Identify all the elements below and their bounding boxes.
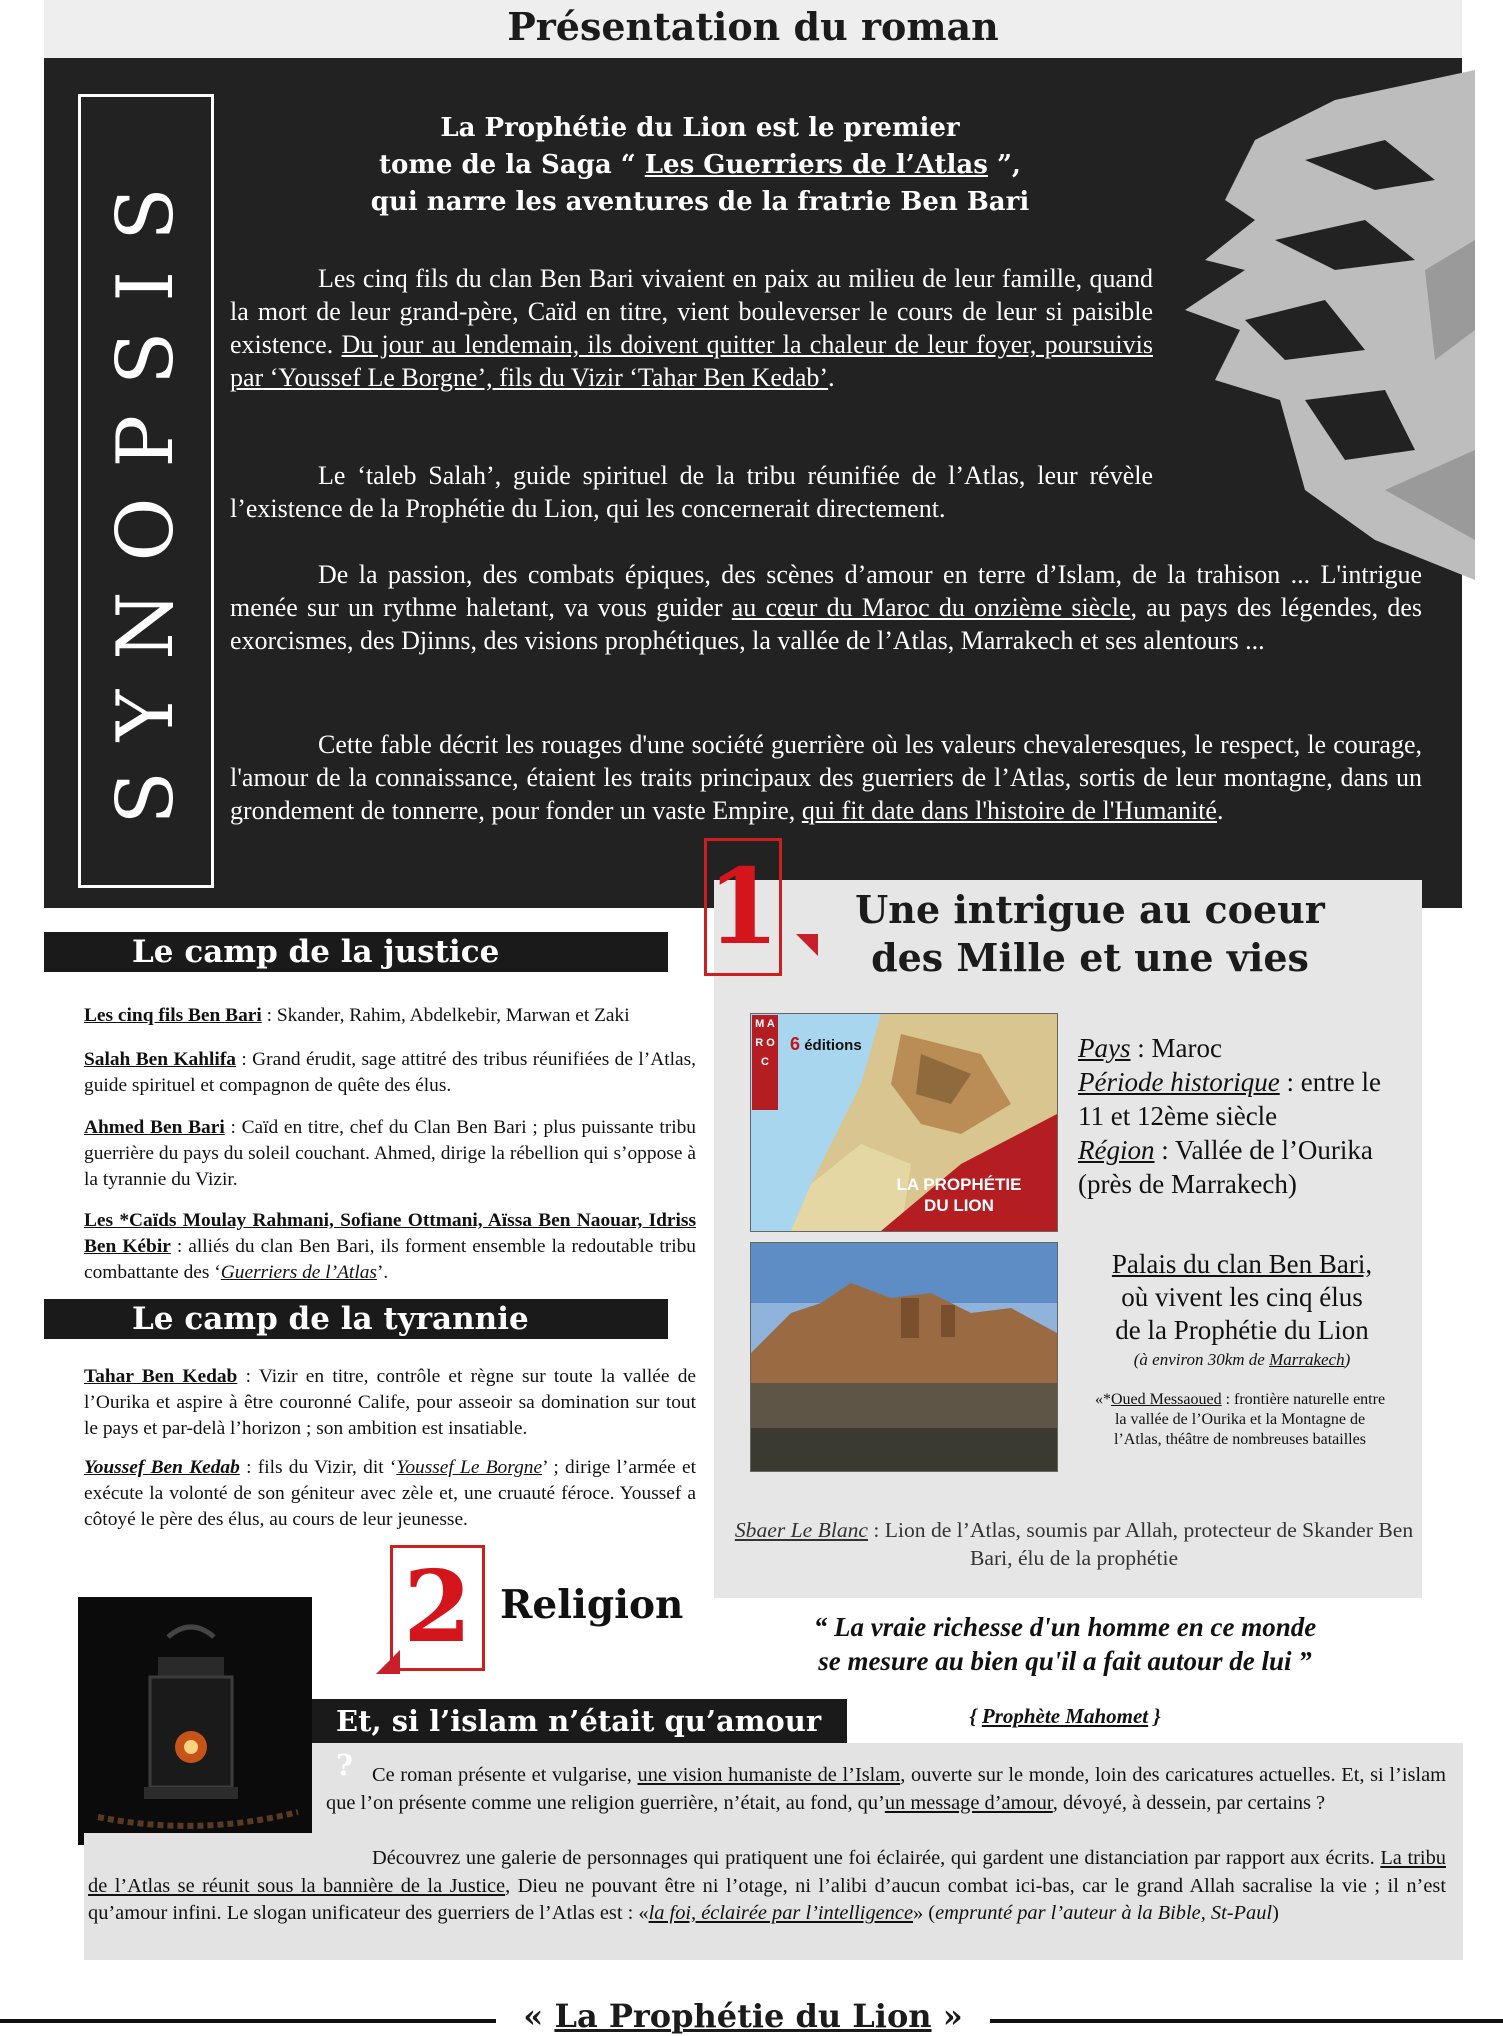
map-book-label: LA PROPHÉTIE DU LION	[896, 1175, 1022, 1215]
prophet-quote: “ La vraie richesse d'un homme en ce monde se mesure au bien qu'il a fait autour de lui ”	[813, 1612, 1317, 1676]
page-title: Présentation du roman	[507, 4, 999, 49]
intrigue-title: Une intrigue au coeur des Mille et une vies	[855, 887, 1325, 980]
synopsis-label: SYNOPSIS	[101, 157, 191, 825]
footer-rule-left	[0, 2019, 496, 2023]
synopsis-heading-line-2: tome de la Saga “ Les Guerriers de l’Atlas ”,	[379, 150, 1021, 180]
character-entry: Les *Caïds Moulay Rahmani, Sofiane Ottmani, Aïssa Ben Naouar, Idriss Ben Kébir : alliés du clan Ben Bari, ils forment ensemble la redoutable tribu combattante des ‘Guerriers de l’Atlas’.	[84, 1210, 697, 1283]
lantern-photo	[78, 1597, 312, 1845]
footer-book-title: « La Prophétie du Lion »	[523, 1997, 963, 2035]
oued-messaoued-note: «*Oued Messaoued : frontière naturelle entre la vallée de l’Ourika et la Montagne de l’Atlas, théâtre de nombreuses batailles	[1094, 1391, 1386, 1448]
character-entry: Youssef Ben Kedab : fils du Vizir, dit ‘Youssef Le Borgne’ ; dirige l’armée et exécute la volonté de son géniteur avec zèle et, une cruauté féroce. Youssef a côtoyé le père des élus, au cours de leur jeunesse.	[84, 1457, 696, 1530]
saga-link[interactable]: Les Guerriers de l’Atlas	[644, 150, 988, 180]
edition-badge: 6 éditions	[790, 1034, 862, 1054]
synopsis-heading-line-1: La Prophétie du Lion est le premier	[440, 113, 960, 143]
section-number-1: 1	[704, 838, 782, 976]
synopsis-heading	[340, 110, 1060, 221]
synopsis-paragraph-3: De la passion, des combats épiques, des scènes d’amour en terre d’Islam, de la trahison ... L'intrigue menée sur un rythme haletant, va vous guider au cœur du Maroc du onzième siècle, au pays des légendes, des exorcismes, des Djinns, des visions prophétiques, la vallée de l’Atlas, Marrakech et ses alentours ...	[230, 560, 1422, 655]
character-entry: Les cinq fils Ben Bari : Skander, Rahim, Abdelkebir, Marwan et Zaki	[84, 1005, 630, 1026]
palace-caption: Palais du clan Ben Bari, où vivent les cinq élus de la Prophétie du Lion	[1111, 1249, 1373, 1345]
religion-paragraph-1: Ce roman présente et vulgarise, une vision humaniste de l’Islam, ouverte sur le monde, loin des caricatures actuelles. Et, si l’islam que l’on présente comme une religion guerrière, n’était, au fond, qu’un message d’amour, dévoyé, à dessein, par certains ?	[326, 1764, 1447, 1814]
palace-distance-note: (à environ 30km de Marrakech)	[1133, 1350, 1351, 1369]
synopsis-heading-line-3: qui narre les aventures de la fratrie Ben Bari	[370, 187, 1030, 217]
fact-period: Période historique : entre le 11 et 12ème siècle	[1078, 1067, 1381, 1131]
setting-facts	[1078, 1031, 1408, 1201]
synopsis-paragraph-4: Cette fable décrit les rouages d'une société guerrière où les valeurs chevaleresques, le respect, le courage, l'amour de la connaissance, étaient les traits principaux des guerriers de l’Atlas, sortis de leur montagne, dans un grondement de tonnerre, pour fonder un vaste Empire, qui fit date dans l'histoire de l'Humanité.	[230, 730, 1422, 825]
religion-title: Religion	[500, 1582, 684, 1628]
character-entry: Tahar Ben Kedab : Vizir en titre, contrôle et règne sur toute la vallée de l’Ourika et aspire à être couronné Calife, pour asseoir sa domination sur tout le pays et par-delà l’horizon ; son ambition est insatiable.	[84, 1366, 697, 1439]
red-corner-accent	[796, 934, 818, 956]
fact-region: Région : Vallée de l’Ourika (près de Marrakech)	[1078, 1135, 1373, 1199]
quote-author: { Prophète Mahomet }	[969, 1704, 1161, 1728]
justice-section-title: Le camp de la justice	[44, 932, 668, 972]
tyranny-section-title: Le camp de la tyrannie	[44, 1299, 668, 1339]
fact-country: Pays : Maroc	[1078, 1033, 1222, 1063]
synopsis-paragraph-1: Les cinq fils du clan Ben Bari vivaient en paix au milieu de leur famille, quand la mort de leur grand-père, Caïd en titre, vient bouleverser le cours de leur si paisible existence. Du jour au lendemain, ils doivent quitter la chaleur de leur foyer, poursuivis par ‘Youssef Le Borgne’, fils du Vizir ‘Tahar Ben Kedab’.	[230, 264, 1153, 392]
section-number-2: 2	[390, 1545, 485, 1671]
map-side-label: M A R O C	[752, 1015, 778, 1110]
sbaer-le-blanc-note: Sbaer Le Blanc : Lion de l’Atlas, soumis par Allah, protecteur de Skander Ben Bari, élu de la prophétie	[734, 1518, 1414, 1570]
intrigue-panel	[714, 880, 1422, 1598]
kasbah-palace-photo	[750, 1242, 1058, 1472]
lion-head-illustration	[1185, 70, 1475, 580]
character-entry: Ahmed Ben Bari : Caïd en titre, chef du Clan Ben Bari ; plus puissante tribu guerrière du pays du soleil couchant. Ahmed, dirige la rébellion qui s’oppose à la tyrannie du Vizir.	[84, 1117, 696, 1190]
character-entry: Salah Ben Kahlifa : Grand érudit, sage attitré des tribus réunifiées de l’Atlas, guide spirituel et compagnon de quête des élus.	[84, 1049, 696, 1096]
religion-paragraph-2: Découvrez une galerie de personnages qui pratiquent une foi éclairée, qui gardent une distanciation par rapport aux écrits. La tribu de l’Atlas se réunit sous la bannière de la Justice, Dieu ne pouvant être ni l’otage, ni l’alibi d’aucun combat ici-bas, car le grand Allah sacralise la vie ; il n’est qu’amour infini. Le slogan unificateur des guerriers de l’Atlas est : «la foi, éclairée par l’intelligence» (emprunté par l’auteur à la Bible, St-Paul)	[88, 1847, 1446, 1924]
footer-rule-right	[990, 2019, 1503, 2023]
synopsis-paragraph-2: Le ‘taleb Salah’, guide spirituel de la tribu réunifiée de l’Atlas, leur révèle l’existence de la Prophétie du Lion, qui les concernerait directement.	[230, 461, 1153, 523]
red-corner-accent	[376, 1650, 400, 1674]
islam-section-title: Et, si l’islam n’était qu’amour ?	[312, 1699, 847, 1743]
